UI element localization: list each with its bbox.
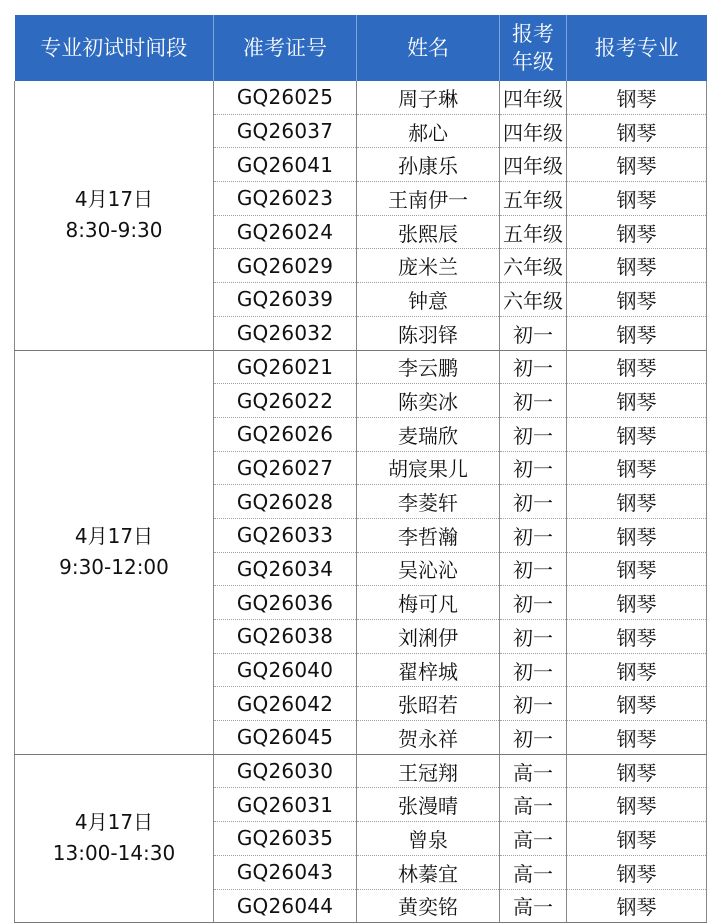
exam-id-cell: GQ26041 bbox=[214, 148, 357, 182]
grade-cell: 高一 bbox=[500, 822, 567, 856]
grade-cell: 初一 bbox=[500, 518, 567, 552]
student-name-cell: 李哲瀚 bbox=[357, 518, 500, 552]
exam-id-cell: GQ26043 bbox=[214, 855, 357, 889]
major-cell: 钢琴 bbox=[567, 788, 707, 822]
major-cell: 钢琴 bbox=[567, 114, 707, 148]
exam-id-cell: GQ26042 bbox=[214, 687, 357, 721]
student-name-cell: 麦瑞欣 bbox=[357, 417, 500, 451]
major-cell: 钢琴 bbox=[567, 81, 707, 114]
exam-id-cell: GQ26044 bbox=[214, 889, 357, 923]
exam-id-cell: GQ26023 bbox=[214, 182, 357, 216]
student-name-cell: 翟梓城 bbox=[357, 653, 500, 687]
major-cell: 钢琴 bbox=[567, 754, 707, 788]
grade-cell: 初一 bbox=[500, 417, 567, 451]
exam-id-cell: GQ26040 bbox=[214, 653, 357, 687]
student-name-cell: 张昭若 bbox=[357, 687, 500, 721]
exam-id-cell: GQ26045 bbox=[214, 721, 357, 755]
slot-time: 9:30-12:00 bbox=[59, 555, 169, 580]
header-grade-line2: 年级 bbox=[512, 50, 554, 74]
table-row bbox=[15, 754, 707, 788]
grade-cell: 初一 bbox=[500, 316, 567, 350]
student-name-cell: 贺永祥 bbox=[357, 721, 500, 755]
student-name-cell: 郝心 bbox=[357, 114, 500, 148]
student-name-cell: 陈奕冰 bbox=[357, 384, 500, 418]
exam-id-cell: GQ26037 bbox=[214, 114, 357, 148]
grade-cell: 初一 bbox=[500, 384, 567, 418]
slot-date: 4月17日 bbox=[74, 810, 154, 835]
student-name-cell: 吴沁沁 bbox=[357, 552, 500, 586]
major-cell: 钢琴 bbox=[567, 485, 707, 519]
student-name-cell: 梅可凡 bbox=[357, 586, 500, 620]
header-grade-line1: 报考 bbox=[512, 21, 554, 46]
grade-cell: 初一 bbox=[500, 586, 567, 620]
major-cell: 钢琴 bbox=[567, 182, 707, 216]
header-grade bbox=[500, 15, 567, 81]
major-cell: 钢琴 bbox=[567, 350, 707, 384]
student-name-cell: 黄奕铭 bbox=[357, 889, 500, 923]
major-cell: 钢琴 bbox=[567, 148, 707, 182]
exam-id-cell: GQ26038 bbox=[214, 620, 357, 654]
student-name-cell: 孙康乐 bbox=[357, 148, 500, 182]
exam-id-cell: GQ26026 bbox=[214, 417, 357, 451]
grade-cell: 四年级 bbox=[500, 114, 567, 148]
student-name-cell: 张漫晴 bbox=[357, 788, 500, 822]
exam-id-cell: GQ26022 bbox=[214, 384, 357, 418]
major-cell: 钢琴 bbox=[567, 417, 707, 451]
exam-id-cell: GQ26030 bbox=[214, 754, 357, 788]
exam-id-cell: GQ26033 bbox=[214, 518, 357, 552]
slot-date: 4月17日 bbox=[74, 524, 154, 549]
major-cell: 钢琴 bbox=[567, 822, 707, 856]
grade-cell: 六年级 bbox=[500, 283, 567, 317]
grade-cell: 初一 bbox=[500, 485, 567, 519]
header-major: 报考专业 bbox=[567, 15, 707, 81]
header-time-slot: 专业初试时间段 bbox=[15, 15, 214, 81]
grade-cell: 五年级 bbox=[500, 182, 567, 216]
student-name-cell: 李菱轩 bbox=[357, 485, 500, 519]
major-cell: 钢琴 bbox=[567, 316, 707, 350]
major-cell: 钢琴 bbox=[567, 721, 707, 755]
grade-cell: 五年级 bbox=[500, 215, 567, 249]
student-name-cell: 钟意 bbox=[357, 283, 500, 317]
major-cell: 钢琴 bbox=[567, 889, 707, 923]
header-name: 姓名 bbox=[357, 15, 500, 81]
time-slot-cell bbox=[15, 754, 214, 922]
student-name-cell: 张熙辰 bbox=[357, 215, 500, 249]
major-cell: 钢琴 bbox=[567, 653, 707, 687]
exam-id-cell: GQ26027 bbox=[214, 451, 357, 485]
exam-id-cell: GQ26035 bbox=[214, 822, 357, 856]
grade-cell: 四年级 bbox=[500, 81, 567, 114]
student-name-cell: 王冠翔 bbox=[357, 754, 500, 788]
grade-cell: 初一 bbox=[500, 620, 567, 654]
student-name-cell: 陈羽铎 bbox=[357, 316, 500, 350]
grade-cell: 高一 bbox=[500, 754, 567, 788]
grade-cell: 高一 bbox=[500, 889, 567, 923]
slot-date: 4月17日 bbox=[74, 187, 154, 212]
grade-cell: 六年级 bbox=[500, 249, 567, 283]
slot-time: 8:30-9:30 bbox=[65, 218, 163, 243]
major-cell: 钢琴 bbox=[567, 586, 707, 620]
grade-cell: 初一 bbox=[500, 350, 567, 384]
grade-cell: 四年级 bbox=[500, 148, 567, 182]
exam-id-cell: GQ26025 bbox=[214, 81, 357, 114]
major-cell: 钢琴 bbox=[567, 384, 707, 418]
time-slot-cell bbox=[15, 350, 214, 754]
major-cell: 钢琴 bbox=[567, 552, 707, 586]
student-name-cell: 李云鹏 bbox=[357, 350, 500, 384]
table-row bbox=[15, 81, 707, 114]
header-row bbox=[15, 15, 707, 81]
slot-time: 13:00-14:30 bbox=[52, 841, 176, 866]
table-body bbox=[15, 81, 707, 923]
grade-cell: 初一 bbox=[500, 653, 567, 687]
exam-id-cell: GQ26031 bbox=[214, 788, 357, 822]
student-name-cell: 王南伊一 bbox=[357, 182, 500, 216]
grade-cell: 高一 bbox=[500, 855, 567, 889]
exam-id-cell: GQ26039 bbox=[214, 283, 357, 317]
grade-cell: 高一 bbox=[500, 788, 567, 822]
exam-id-cell: GQ26028 bbox=[214, 485, 357, 519]
student-name-cell: 庞米兰 bbox=[357, 249, 500, 283]
exam-id-cell: GQ26034 bbox=[214, 552, 357, 586]
major-cell: 钢琴 bbox=[567, 855, 707, 889]
table-row bbox=[15, 350, 707, 384]
major-cell: 钢琴 bbox=[567, 687, 707, 721]
exam-id-cell: GQ26029 bbox=[214, 249, 357, 283]
student-name-cell: 林蓁宜 bbox=[357, 855, 500, 889]
exam-id-cell: GQ26024 bbox=[214, 215, 357, 249]
major-cell: 钢琴 bbox=[567, 620, 707, 654]
grade-cell: 初一 bbox=[500, 451, 567, 485]
exam-schedule-table bbox=[14, 15, 707, 923]
major-cell: 钢琴 bbox=[567, 518, 707, 552]
student-name-cell: 刘浰伊 bbox=[357, 620, 500, 654]
exam-id-cell: GQ26032 bbox=[214, 316, 357, 350]
major-cell: 钢琴 bbox=[567, 283, 707, 317]
major-cell: 钢琴 bbox=[567, 451, 707, 485]
major-cell: 钢琴 bbox=[567, 249, 707, 283]
time-slot-cell bbox=[15, 81, 214, 350]
grade-cell: 初一 bbox=[500, 687, 567, 721]
exam-id-cell: GQ26036 bbox=[214, 586, 357, 620]
student-name-cell: 胡宸果儿 bbox=[357, 451, 500, 485]
table-header bbox=[15, 15, 707, 81]
header-exam-id: 准考证号 bbox=[214, 15, 357, 81]
grade-cell: 初一 bbox=[500, 721, 567, 755]
major-cell: 钢琴 bbox=[567, 215, 707, 249]
student-name-cell: 曾泉 bbox=[357, 822, 500, 856]
exam-id-cell: GQ26021 bbox=[214, 350, 357, 384]
grade-cell: 初一 bbox=[500, 552, 567, 586]
student-name-cell: 周子琳 bbox=[357, 81, 500, 114]
